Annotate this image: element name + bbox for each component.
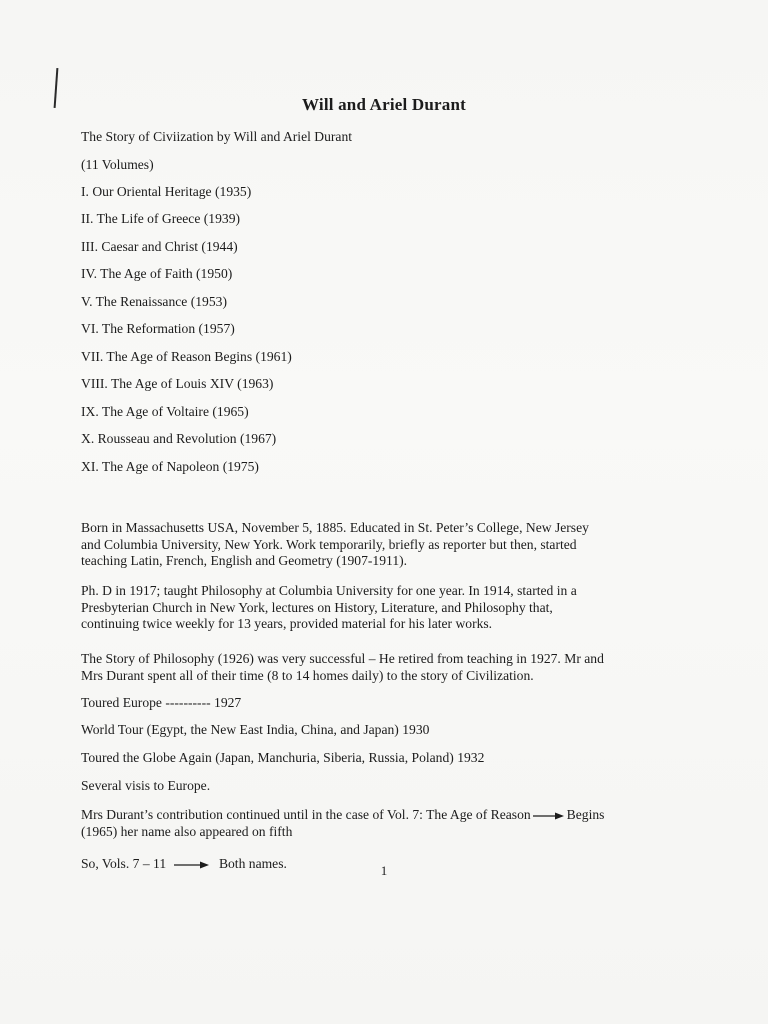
contribution-begins: Begins — [566, 807, 605, 822]
document-title: Will and Ariel Durant — [302, 95, 466, 114]
paragraph-line: Presbyterian Church in New York, lectures on History, Literature, and Philosophy that, — [81, 599, 553, 615]
volume-item: XI. The Age of Napoleon (1975) — [81, 459, 259, 474]
right-arrow-icon — [533, 811, 565, 821]
volume-item: IV. The Age of Faith (1950) — [81, 266, 233, 281]
volume-item: IX. The Age of Voltaire (1965) — [81, 404, 249, 419]
world-tour-line: World Tour (Egypt, the New East India, China, and Japan) 1930 — [81, 722, 430, 737]
volume-item: VIII. The Age of Louis XIV (1963) — [81, 376, 274, 391]
volume-item: I. Our Oriental Heritage (1935) — [81, 184, 252, 199]
vols-result: Both names. — [218, 856, 287, 871]
bio-paragraph-birth — [81, 520, 701, 570]
paragraph-line: continuing twice weekly for 13 years, provided material for his later works. — [81, 616, 493, 631]
paragraph-line: teaching Latin, French, English and Geometry (1907-1911). — [81, 553, 408, 568]
volume-item: III. Caesar and Christ (1944) — [81, 239, 238, 254]
volume-item: V. The Renaissance (1953) — [81, 294, 227, 309]
paragraph-line: Ph. D in 1917; taught Philosophy at Columbia University for one year. In 1914, started in a — [81, 583, 577, 598]
bio-paragraph-phd — [81, 583, 701, 633]
vols-label: So, Vols. 7 – 11 — [81, 856, 167, 871]
paragraph-line: and Columbia University, New York. Work temporarily, briefly as reporter but then, started — [81, 536, 577, 552]
intro-line: The Story of Civiization by Will and Ariel Durant — [81, 129, 353, 144]
paragraph-line: Born in Massachusetts USA, November 5, 1885. Educated in St. Peter’s College, New Jersey — [81, 520, 589, 535]
paragraph-line: Mrs Durant spent all of their time (8 to 14 homes daily) to the story of Civilization. — [81, 667, 534, 683]
toured-europe-line: Toured Europe ---------- 1927 — [81, 695, 242, 710]
toured-globe-line: Toured the Globe Again (Japan, Manchuria, Siberia, Russia, Poland) 1932 — [81, 750, 485, 765]
volume-item: VI. The Reformation (1957) — [81, 321, 235, 336]
volume-item: II. The Life of Greece (1939) — [81, 211, 241, 226]
bio-paragraph-philosophy — [81, 651, 701, 684]
page-number: 1 — [380, 863, 388, 878]
several-visits-line: Several visis to Europe. — [81, 778, 211, 793]
volume-count: (11 Volumes) — [81, 157, 154, 172]
contribution-line — [81, 807, 604, 823]
contribution-text: Mrs Durant’s contribution continued until in the case of Vol. 7: The Age of Reason — [81, 807, 531, 822]
volume-item: X. Rousseau and Revolution (1967) — [81, 431, 277, 446]
paragraph-line: The Story of Philosophy (1926) was very successful – He retired from teaching in 1927. Mr and — [81, 651, 604, 666]
contribution-line-2: (1965) her name also appeared on fifth — [81, 824, 293, 839]
volume-item: VII. The Age of Reason Begins (1961) — [81, 349, 292, 364]
